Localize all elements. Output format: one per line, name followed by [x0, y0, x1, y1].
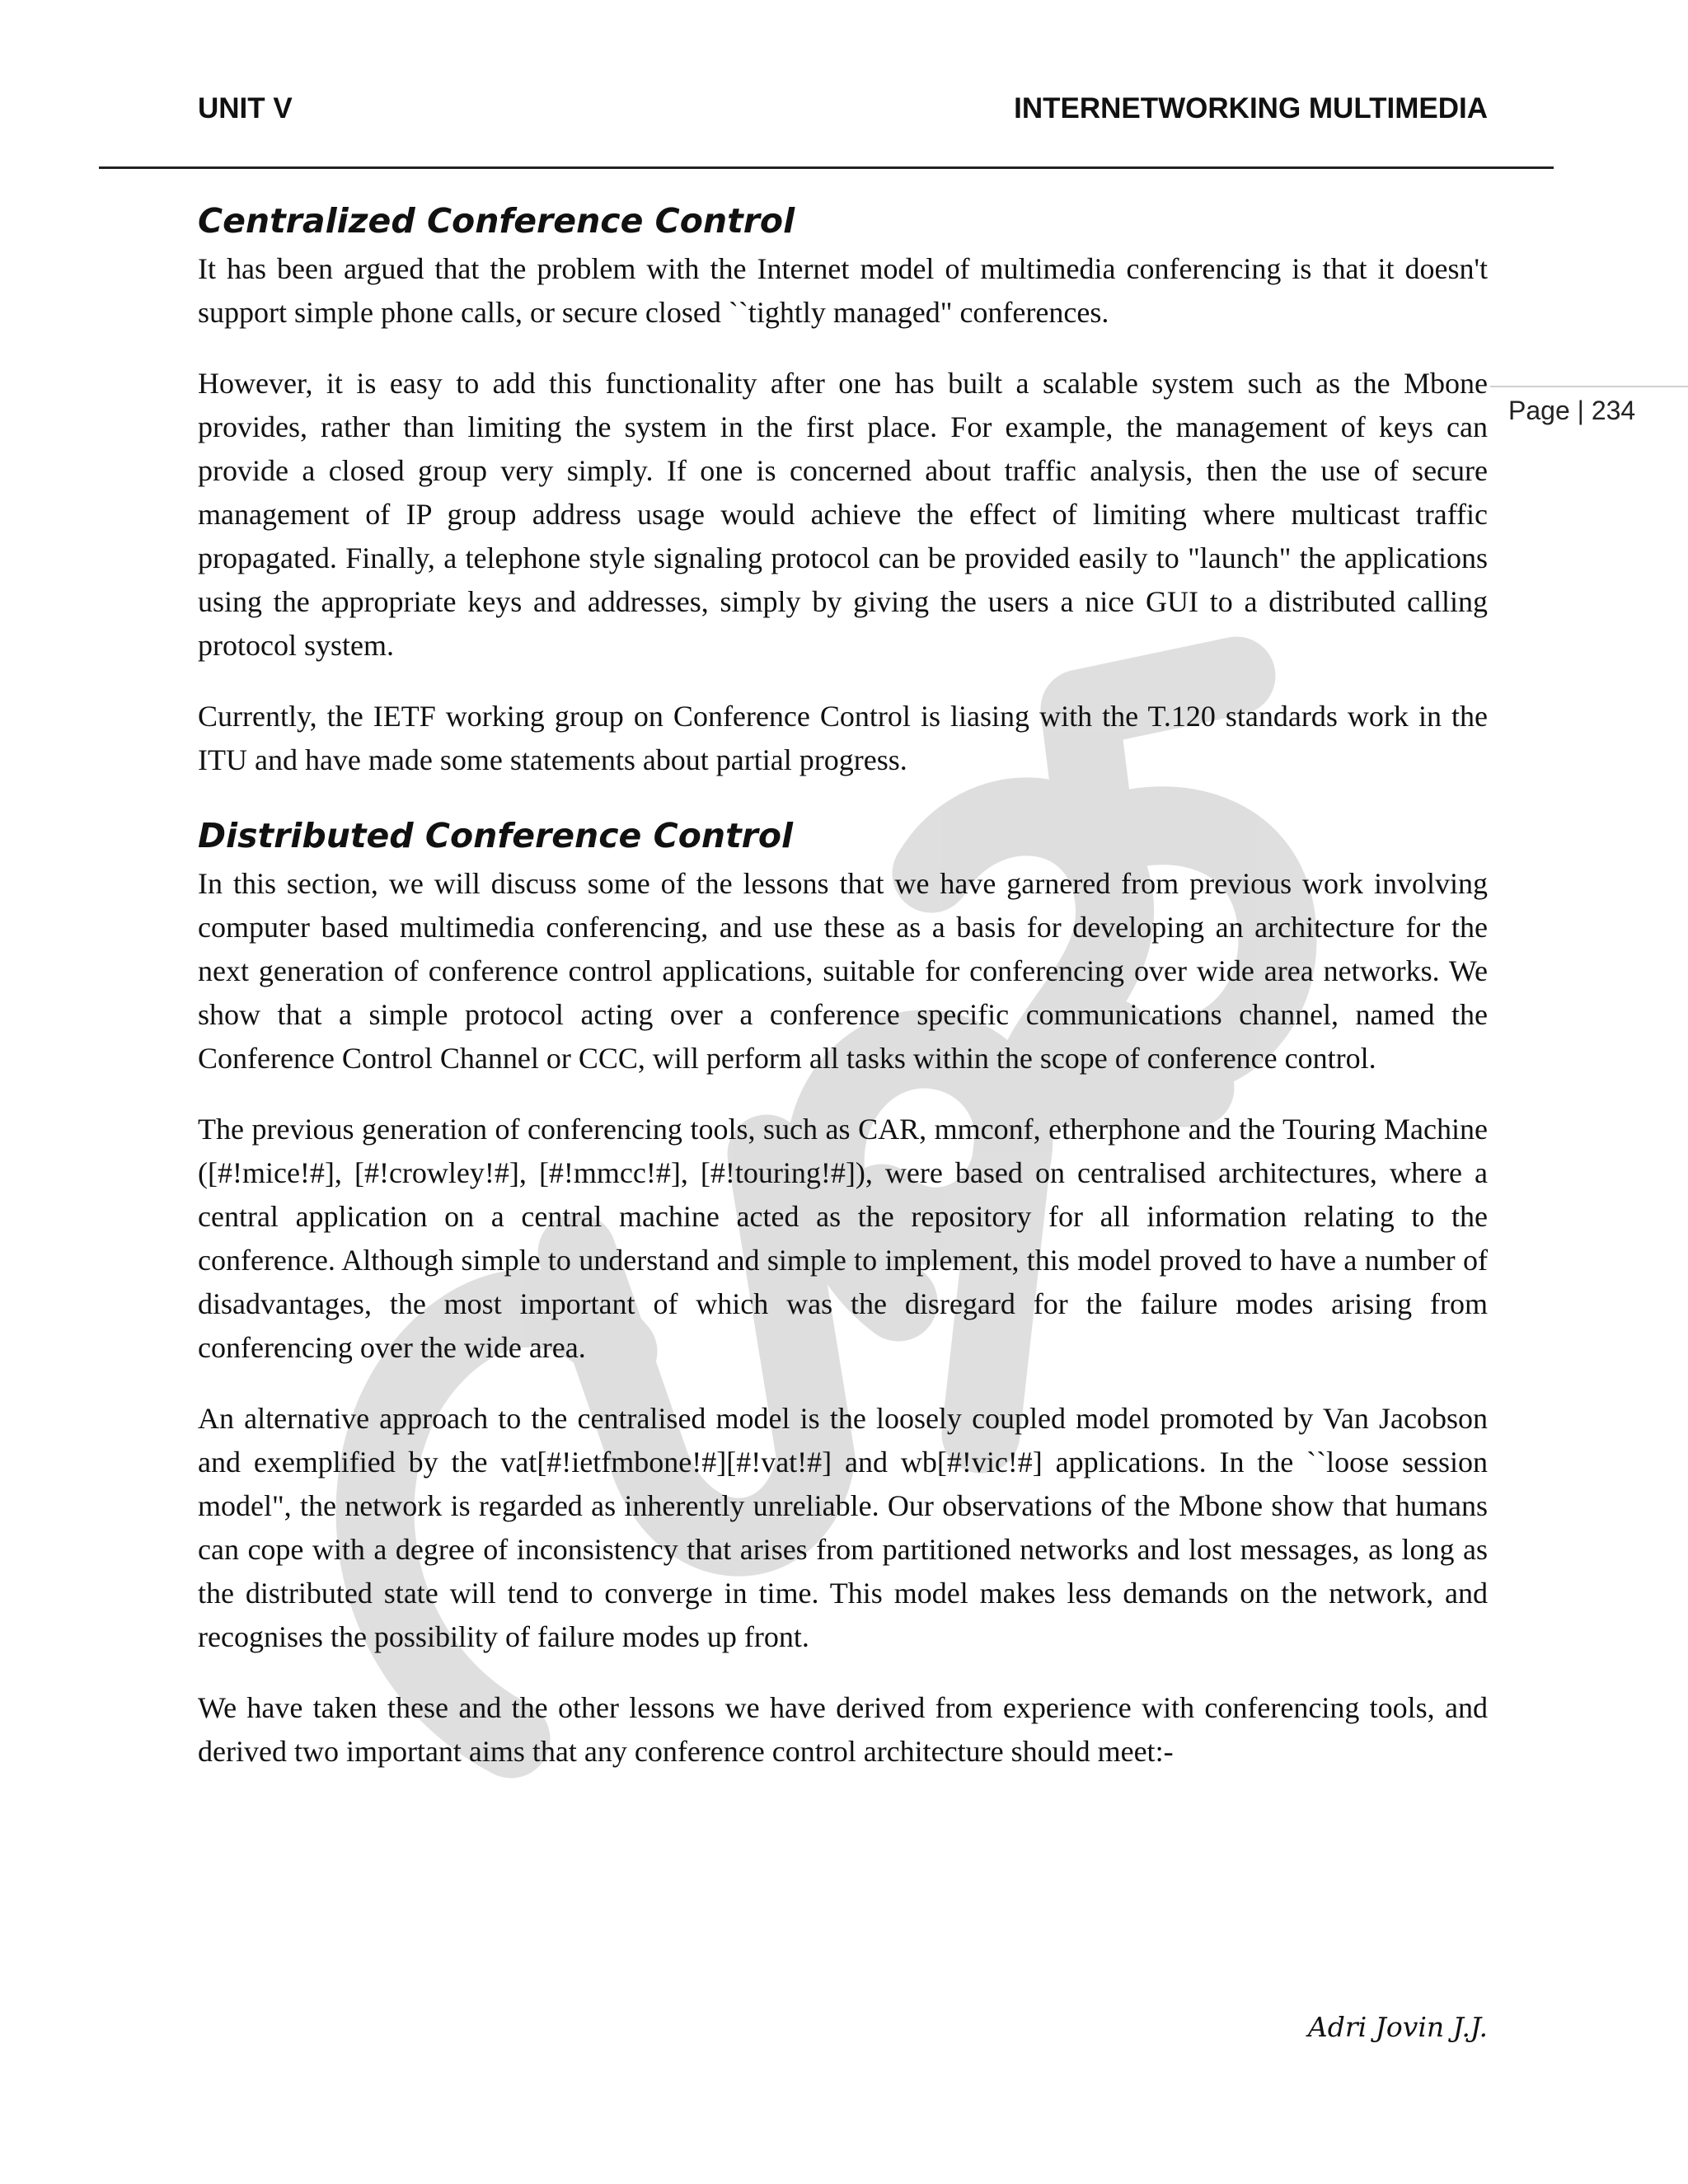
header-divider	[99, 166, 1554, 169]
paragraph: An alternative approach to the centralised model is the loosely coupled model promoted by Van Jacobson and exemplified by the vat[#!ietfmbone!#][#!vat!#] and wb[#!vic!#] applications. In the ``loose session model", the network is regarded as inherently unreliable. Our observations of the Mbone show that humans can cope with a degree of inconsistency that arises from partitioned networks and lost messages, as long as the distributed state will tend to converge in time. This model makes less demands on the network, and recognises the possibility of failure modes up front.	[198, 1402, 1488, 1653]
author-signature: Adri Jovin J.J.	[1307, 2011, 1488, 2043]
paragraph: The previous generation of conferencing tools, such as CAR, mmconf, etherphone and the Touring Machine ([#!mice!#], [#!crowley!#], [#!mmcc!#], [#!touring!#]), were based on centralised architectures, where a central application on a central machine acted as the repository for all information relating to the conference. Although simple to understand and simple to implement, this model proved to have a number of disadvantages, the most important of which was the disregard for the failure modes arising from conferencing over the wide area.	[198, 1113, 1488, 1364]
paragraph: However, it is easy to add this functionality after one has built a scalable system such as the Mbone provides, rather than limiting the system in the first place. For example, the management of keys can provide a closed group very simply. If one is concerned about traffic analysis, then the use of secure management of IP group address usage would achieve the effect of limiting where multicast traffic propagated. Finally, a telephone style signaling protocol can be provided easily to "launch" the applications using the appropriate keys and addresses, simply by giving the users a nice GUI to a distributed calling protocol system.	[198, 367, 1488, 662]
header-title: INTERNETWORKING MULTIMEDIA	[1014, 92, 1488, 124]
paragraph: We have taken these and the other lessons we have derived from experience with conferencing tools, and derived two important aims that any conference control architecture should meet:-	[198, 1691, 1488, 1768]
section-heading-centralized: Centralized Conference Control	[198, 201, 795, 241]
paragraph: In this section, we will discuss some of the lessons that we have garnered from previous work involving computer based multimedia conferencing, and use these as a basis for developing an architecture for the next generation of conference control applications, suitable for conferencing over wide area networks. We show that a simple protocol acting over a conference specific communications channel, named the Conference Control Channel or CCC, will perform all tasks within the scope of conference control.	[198, 867, 1488, 1075]
header-unit: UNIT V	[198, 92, 293, 124]
paragraph: Currently, the IETF working group on Conference Control is liasing with the T.120 standards work in the ITU and have made some statements about partial progress.	[198, 700, 1488, 776]
paragraph: It has been argued that the problem with the Internet model of multimedia conferencing is that it doesn't support simple phone calls, or secure closed ``tightly managed" conferences.	[198, 252, 1488, 329]
document-body	[198, 194, 1488, 1801]
page-header	[198, 92, 1488, 134]
page-number: Page | 234	[1490, 386, 1688, 426]
section-heading-distributed: Distributed Conference Control	[198, 816, 794, 855]
